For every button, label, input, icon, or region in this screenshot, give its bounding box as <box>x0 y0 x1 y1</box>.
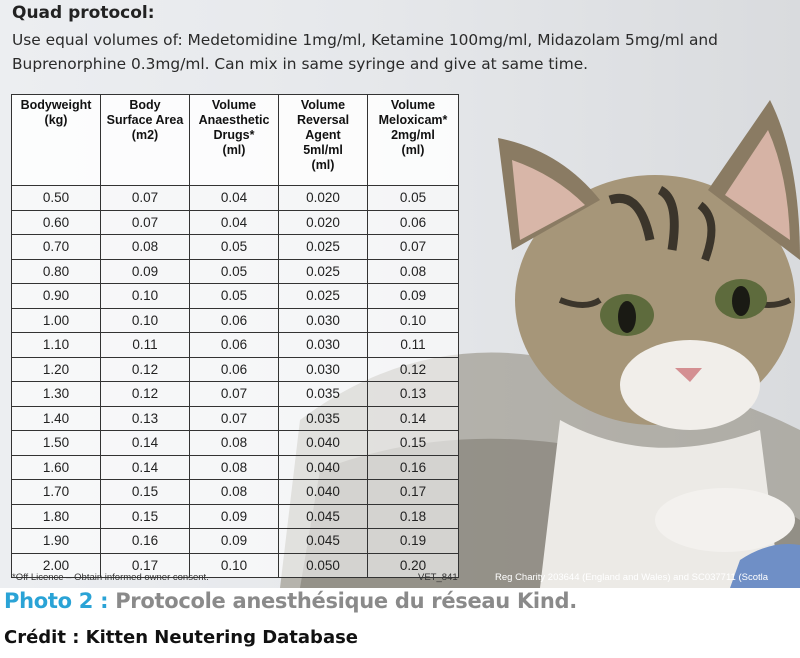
caption-number: Photo 2 : <box>4 589 109 613</box>
header-line: (ml) <box>222 143 246 157</box>
table-cell: 0.15 <box>368 431 459 456</box>
table-row <box>12 333 459 358</box>
header-volume-anaesthetic <box>190 95 279 186</box>
header-line: Volume <box>300 98 346 112</box>
table-cell: 0.14 <box>368 406 459 431</box>
table-cell: 0.09 <box>101 259 190 284</box>
header-line: Meloxicam* <box>378 113 448 127</box>
table-cell: 0.60 <box>12 210 101 235</box>
table-cell: 0.08 <box>190 480 279 505</box>
table-cell: 1.30 <box>12 382 101 407</box>
photo-caption <box>4 589 577 613</box>
table-row <box>12 529 459 554</box>
header-line: Volume <box>211 98 257 112</box>
table-cell: 0.04 <box>190 186 279 211</box>
table-cell: 0.15 <box>101 480 190 505</box>
table-cell: 0.13 <box>101 406 190 431</box>
table-cell: 0.07 <box>101 186 190 211</box>
table-cell: 0.11 <box>101 333 190 358</box>
table-row <box>12 431 459 456</box>
table-cell: 0.05 <box>190 284 279 309</box>
table-cell: 1.20 <box>12 357 101 382</box>
photo-credit: Crédit : Kitten Neutering Database <box>4 627 359 648</box>
header-line: Surface Area <box>106 113 184 127</box>
header-line: (ml) <box>401 143 425 157</box>
table-cell: 0.10 <box>368 308 459 333</box>
table-row <box>12 284 459 309</box>
table-cell: 0.04 <box>190 210 279 235</box>
table-cell: 0.025 <box>279 284 368 309</box>
table-cell: 0.025 <box>279 259 368 284</box>
table-cell: 0.12 <box>101 357 190 382</box>
table-cell: 1.50 <box>12 431 101 456</box>
header-volume-reversal <box>279 95 368 186</box>
header-line: Drugs* <box>213 128 255 142</box>
table-cell: 1.00 <box>12 308 101 333</box>
table-cell: 0.15 <box>101 504 190 529</box>
table-cell: 0.06 <box>368 210 459 235</box>
table-cell: 1.90 <box>12 529 101 554</box>
table-cell: 0.045 <box>279 504 368 529</box>
header-line: (kg) <box>44 113 68 127</box>
table-cell: 0.06 <box>190 357 279 382</box>
table-row <box>12 455 459 480</box>
table-cell: 0.020 <box>279 186 368 211</box>
table-cell: 0.09 <box>368 284 459 309</box>
table-row <box>12 480 459 505</box>
table-cell: 0.10 <box>101 308 190 333</box>
protocol-heading: Quad protocol: <box>12 3 155 23</box>
table-cell: 2.00 <box>12 553 101 578</box>
table-cell: 0.05 <box>368 186 459 211</box>
table-cell: 0.17 <box>101 553 190 578</box>
table-row <box>12 186 459 211</box>
table-header-row <box>12 95 459 186</box>
header-line: (m2) <box>131 128 159 142</box>
table-cell: 0.10 <box>101 284 190 309</box>
table-cell: 0.040 <box>279 480 368 505</box>
table-cell: 0.030 <box>279 308 368 333</box>
header-line: Agent <box>305 128 341 142</box>
header-body-surface-area <box>101 95 190 186</box>
table-cell: 0.040 <box>279 431 368 456</box>
table-cell: 0.05 <box>190 235 279 260</box>
table-row <box>12 382 459 407</box>
header-line: Anaesthetic <box>198 113 270 127</box>
table-cell: 0.06 <box>190 333 279 358</box>
table-row <box>12 259 459 284</box>
table-cell: 0.13 <box>368 382 459 407</box>
table-cell: 1.80 <box>12 504 101 529</box>
table-cell: 0.70 <box>12 235 101 260</box>
table-body <box>12 186 459 578</box>
table-cell: 0.07 <box>190 406 279 431</box>
table-cell: 0.045 <box>279 529 368 554</box>
caption-text: Protocole anesthésique du réseau Kind. <box>115 589 577 613</box>
table-cell: 0.07 <box>190 382 279 407</box>
header-line: Body <box>129 98 161 112</box>
table-cell: 0.030 <box>279 357 368 382</box>
table-cell: 0.05 <box>190 259 279 284</box>
reference-code: VET_841 <box>418 572 458 583</box>
table-cell: 0.07 <box>101 210 190 235</box>
table-cell: 0.12 <box>101 382 190 407</box>
header-bodyweight <box>12 95 101 186</box>
table-cell: 0.80 <box>12 259 101 284</box>
table-row <box>12 406 459 431</box>
header-line: Volume <box>390 98 436 112</box>
table-cell: 0.040 <box>279 455 368 480</box>
charity-registration: Reg Charity 203644 (England and Wales) and SC037711 (Scotla <box>495 572 769 583</box>
table-cell: 0.06 <box>190 308 279 333</box>
table-cell: 0.50 <box>12 186 101 211</box>
table-cell: 0.14 <box>101 455 190 480</box>
table-cell: 0.10 <box>190 553 279 578</box>
table-cell: 1.40 <box>12 406 101 431</box>
table-cell: 0.08 <box>368 259 459 284</box>
table-row <box>12 357 459 382</box>
table-cell: 1.70 <box>12 480 101 505</box>
table-cell: 0.08 <box>101 235 190 260</box>
table-cell: 1.60 <box>12 455 101 480</box>
table-cell: 0.12 <box>368 357 459 382</box>
table-cell: 0.09 <box>190 504 279 529</box>
table-cell: 0.16 <box>101 529 190 554</box>
table-cell: 0.035 <box>279 406 368 431</box>
table-row <box>12 235 459 260</box>
table-cell: 0.20 <box>368 553 459 578</box>
table-cell: 0.09 <box>190 529 279 554</box>
table-cell: 0.90 <box>12 284 101 309</box>
protocol-instructions: Use equal volumes of: Medetomidine 1mg/ml, Ketamine 100mg/ml, Midazolam 5mg/ml and Buprenorphine 0.3mg/ml. Can mix in same syringe and give at same time. <box>12 31 718 73</box>
header-volume-meloxicam <box>368 95 459 186</box>
header-line: Bodyweight <box>20 98 92 112</box>
header-line: (ml) <box>311 158 335 172</box>
header-line: 5ml/ml <box>303 143 343 157</box>
table-cell: 0.18 <box>368 504 459 529</box>
table-cell: 0.035 <box>279 382 368 407</box>
table-row <box>12 308 459 333</box>
off-licence-footnote: *Off Licence – Obtain informed owner consent. <box>12 572 209 583</box>
table-cell: 0.14 <box>101 431 190 456</box>
table-cell: 0.030 <box>279 333 368 358</box>
header-line: 2mg/ml <box>391 128 435 142</box>
table-cell: 0.020 <box>279 210 368 235</box>
table-cell: 0.050 <box>279 553 368 578</box>
table-cell: 0.08 <box>190 431 279 456</box>
table-row <box>12 504 459 529</box>
table-cell: 1.10 <box>12 333 101 358</box>
table-cell: 0.08 <box>190 455 279 480</box>
table-cell: 0.16 <box>368 455 459 480</box>
table-cell: 0.19 <box>368 529 459 554</box>
table-row <box>12 210 459 235</box>
table-cell: 0.07 <box>368 235 459 260</box>
table-cell: 0.025 <box>279 235 368 260</box>
dosage-table <box>11 94 459 578</box>
table-cell: 0.11 <box>368 333 459 358</box>
header-line: Reversal <box>296 113 350 127</box>
table-cell: 0.17 <box>368 480 459 505</box>
